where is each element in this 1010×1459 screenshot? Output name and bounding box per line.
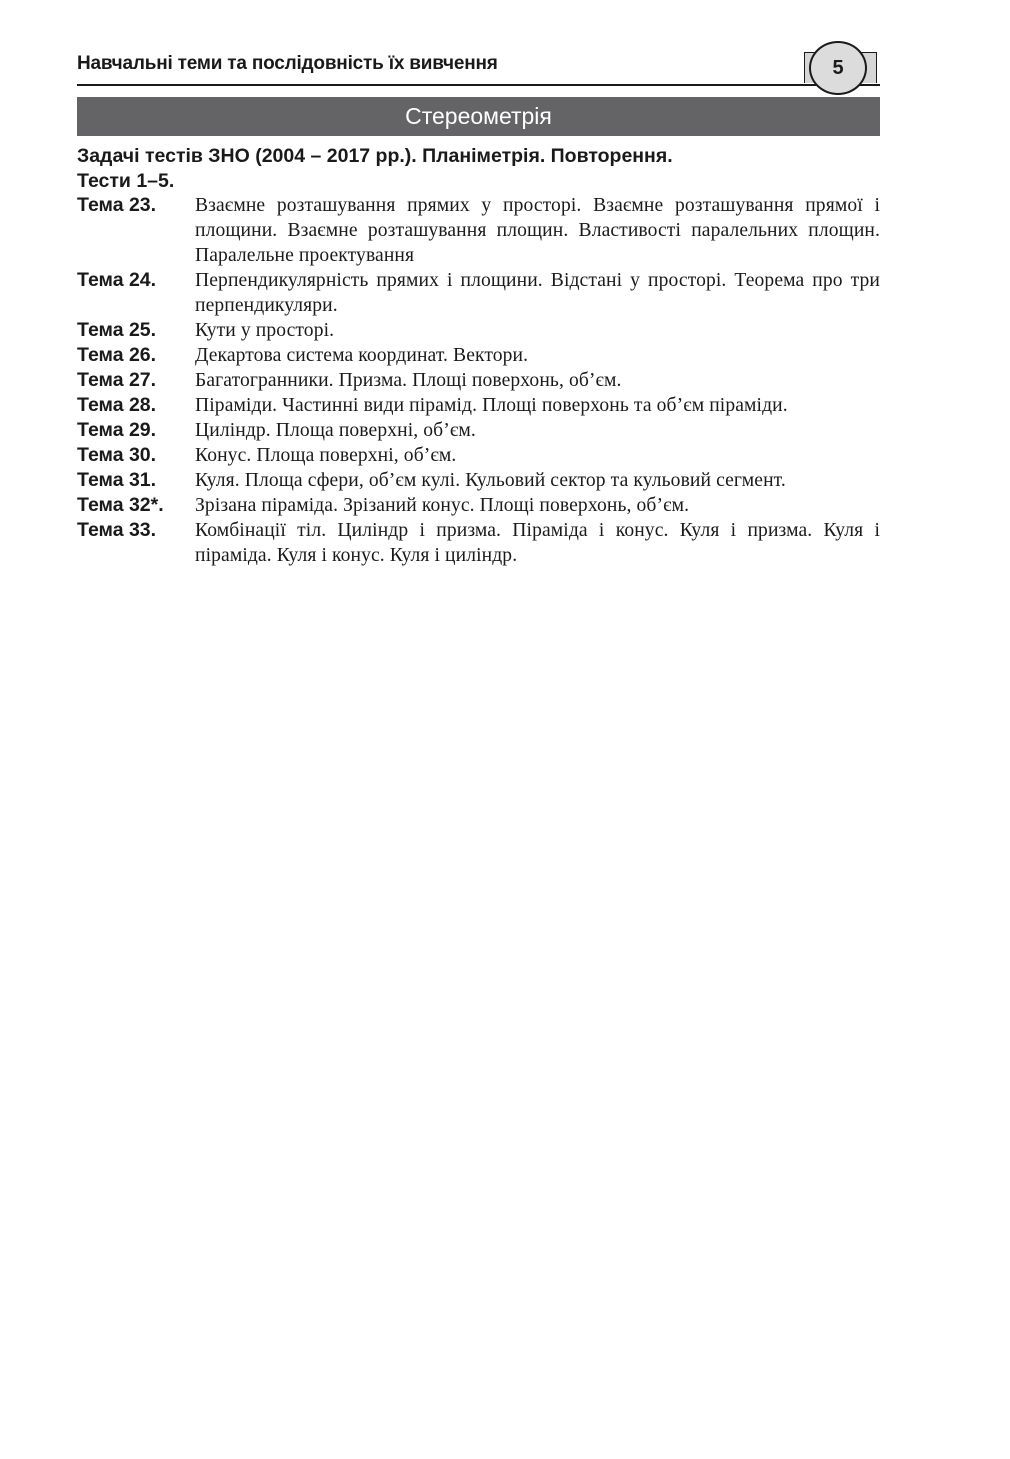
topic-item [77,418,880,443]
topic-text: Декартова система координат. Вектори. [195,345,529,366]
topic-text: Зрізана піраміда. Зрізаний конус. Площі поверхонь, об’єм. [195,495,690,516]
topic-item [77,268,880,318]
topic-label: Тема 32*. [77,494,164,516]
topic-item [77,368,880,393]
topic-text: Багатогранники. Призма. Площі поверхонь, об’єм. [195,370,622,391]
topic-item [77,443,880,468]
topic-label: Тема 25. [77,319,157,341]
topic-label: Тема 28. [77,394,157,416]
topic-item [77,393,880,418]
topic-item [77,468,880,493]
topic-text: Конус. Площа поверхні, об’єм. [195,445,457,466]
topic-item [77,518,880,568]
topic-label: Тема 26. [77,344,157,366]
topic-list [77,193,880,568]
review-heading-line: Задачі тестів ЗНО (2004 – 2017 рр.). Планіметрія. Повторення. [77,145,673,167]
topic-item [77,318,880,343]
running-header [77,50,880,86]
topic-item [77,493,880,518]
section-title: Стереометрія [77,97,880,136]
topic-text: Циліндр. Площа поверхні, об’єм. [195,420,476,441]
topic-item [77,193,880,268]
topic-label: Тема 33. [77,519,157,541]
topic-text: Кути у просторі. [195,320,335,341]
topic-text: Комбінації тіл. Циліндр і призма. Піраміда і конус. Куля і призма. Куля і піраміда. Куля і конус. Куля і циліндр. [195,520,880,566]
topic-label: Тема 30. [77,444,157,466]
topic-label: Тема 31. [77,469,157,491]
topic-label: Тема 23. [77,194,157,216]
running-title: Навчальні теми та послідовність їх вивчення [77,53,498,74]
topic-text: Куля. Площа сфери, об’єм кулі. Кульовий сектор та кульовий сегмент. [195,470,786,491]
topic-label: Тема 29. [77,419,157,441]
page-number: 5 [809,41,867,95]
topic-text: Взаємне розташування прямих у просторі. Взаємне розташування прямої і площини. Взаємне розташування площин. Властивості паралельних площин. Паралельне проектування [195,195,880,266]
topic-text: Перпендикулярність прямих і площини. Відстані у просторі. Теорема про три перпендикуляри. [195,270,880,316]
topic-item [77,343,880,368]
topic-text: Піраміди. Частинні види пірамід. Площі поверхонь та об’єм піраміди. [195,395,788,416]
review-heading-line: Тести 1–5. [77,170,175,192]
topic-label: Тема 27. [77,369,157,391]
topic-label: Тема 24. [77,269,157,291]
review-heading [77,144,880,194]
